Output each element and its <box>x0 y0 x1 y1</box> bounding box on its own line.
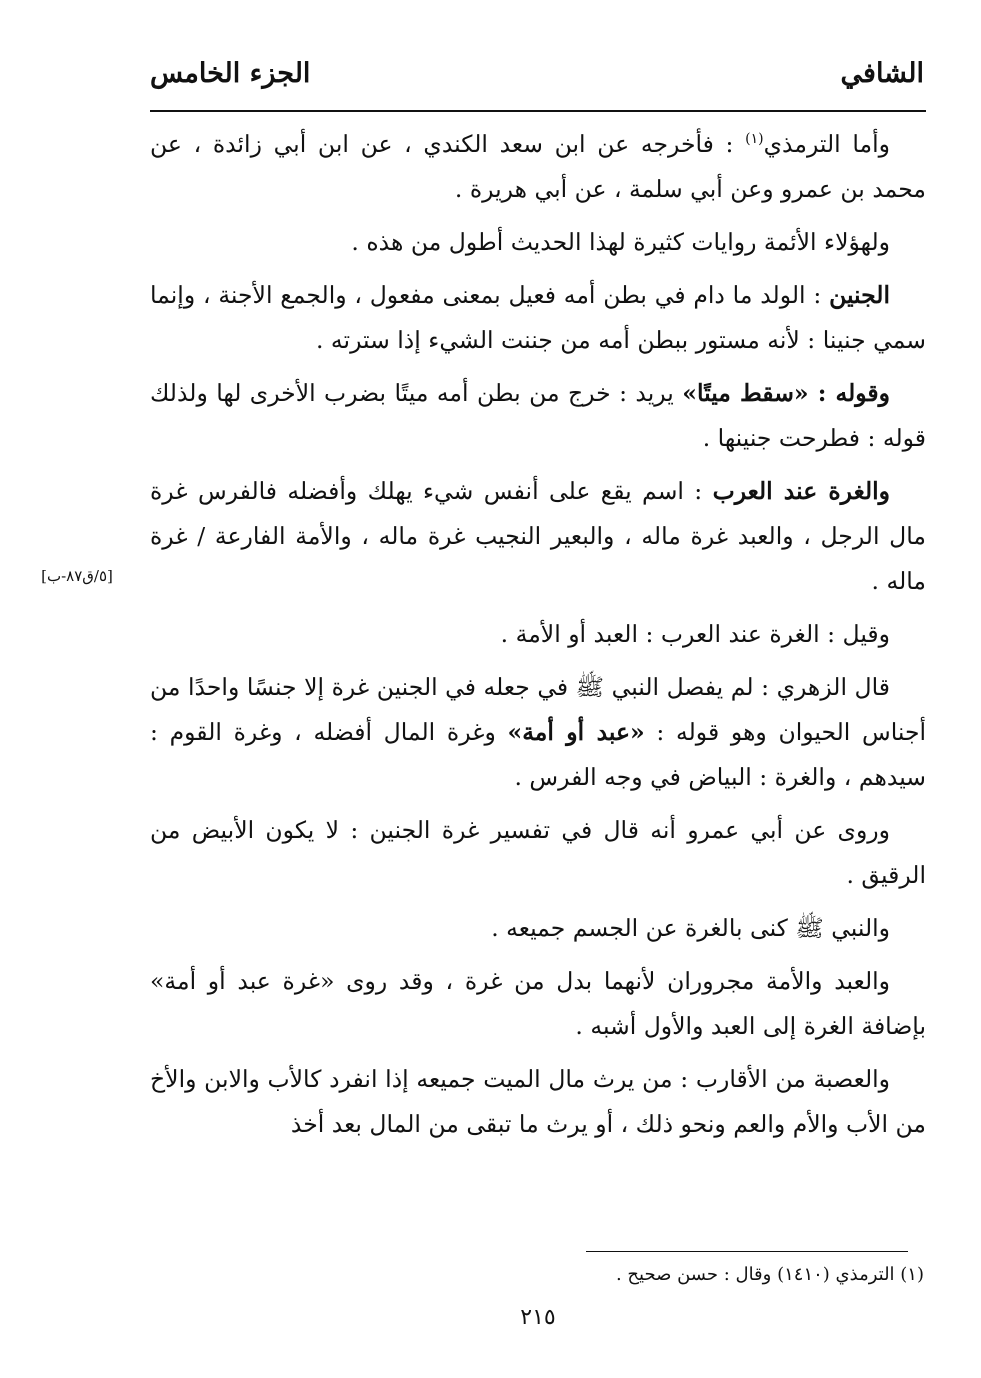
paragraph <box>150 220 926 265</box>
text-run: وقيل : الغرة عند العرب : العبد أو الأمة . <box>500 620 890 648</box>
header-rule <box>150 110 926 112</box>
margin-folio-note: [٥/ق٨٧-ب] <box>41 567 113 585</box>
paragraph <box>150 122 926 212</box>
paragraph <box>150 808 926 898</box>
text-run: وروى عن أبي عمرو أنه قال في تفسير غرة الجنين : لا يكون الأبيض من الرقيق . <box>150 816 926 889</box>
running-header <box>150 50 924 98</box>
text-run: : الولد ما دام في بطن أمه فعيل بمعنى مفعول ، والجمع الأجنة ، وإنما سمي جنينا : لأنه مستور ببطن أمه من جننت الشيء إذا سترته . <box>150 281 926 354</box>
bold-term: «عبد أو أمة» <box>507 718 645 746</box>
paragraph <box>150 1057 926 1147</box>
page-number: ٢١٥ <box>520 1305 556 1330</box>
text-run: : اسم يقع على أنفس شيء يهلك وأفضله فالفرس غرة مال الرجل ، والعبد غرة ماله ، والبعير النجيب غرة ماله ، والأمة الفارعة / غرة ماله . <box>150 477 926 595</box>
main-text <box>150 122 926 1155</box>
paragraph <box>150 371 926 461</box>
part-title: الجزء الخامس <box>150 58 311 89</box>
text-run: يريد : خرج من بطن أمه ميتًا بضرب الأخرى لها ولذلك قوله : فطرحت جنينها . <box>150 379 926 452</box>
text-run: والنبي ﷺ كنى بالغرة عن الجسم جميعه . <box>491 914 890 942</box>
paragraph <box>150 273 926 363</box>
text-run: قال الزهري : لم يفصل النبي ﷺ في جعله في الجنين غرة إلا جنسًا واحدًا من أجناس الحيوان وهو قوله : <box>150 673 927 746</box>
bold-term: والغرة عند العرب <box>712 477 890 505</box>
footnote: (١) الترمذي (١٤١٠) وقال : حسن صحيح . <box>615 1264 924 1285</box>
paragraph <box>150 959 926 1049</box>
footnote-rule <box>586 1251 908 1252</box>
text-run: ولهؤلاء الأئمة روايات كثيرة لهذا الحديث أطول من هذه . <box>351 228 890 256</box>
paragraph <box>150 665 926 800</box>
paragraph <box>150 906 926 951</box>
text-run: وأما الترمذي <box>763 130 890 158</box>
paragraph <box>150 469 926 604</box>
bold-term: الجنين <box>829 281 890 309</box>
footnote-ref: (١) <box>745 131 764 148</box>
paragraph <box>150 612 926 657</box>
text-run: وغرة المال أفضله ، وغرة القوم : سيدهم ، والغرة : البياض في وجه الفرس . <box>150 718 926 791</box>
text-run: : فأخرجه عن ابن سعد الكندي ، عن ابن أبي زائدة ، عن محمد بن عمرو وعن أبي سلمة ، عن أبي هريرة . <box>150 130 926 203</box>
book-title: الشافي <box>840 58 924 89</box>
bold-term: وقوله : «سقط ميتًا» <box>682 379 890 407</box>
text-run: والعصبة من الأقارب : من يرث مال الميت جميعه إذا انفرد كالأب والابن والأخ من الأب والأم والعم ونحو ذلك ، أو يرث ما تبقى من المال بعد أخذ <box>150 1065 926 1138</box>
text-run: والعبد والأمة مجروران لأنهما بدل من غرة ، وقد روى «غرة عبد أو أمة» بإضافة الغرة إلى العبد والأول أشبه . <box>150 967 926 1040</box>
